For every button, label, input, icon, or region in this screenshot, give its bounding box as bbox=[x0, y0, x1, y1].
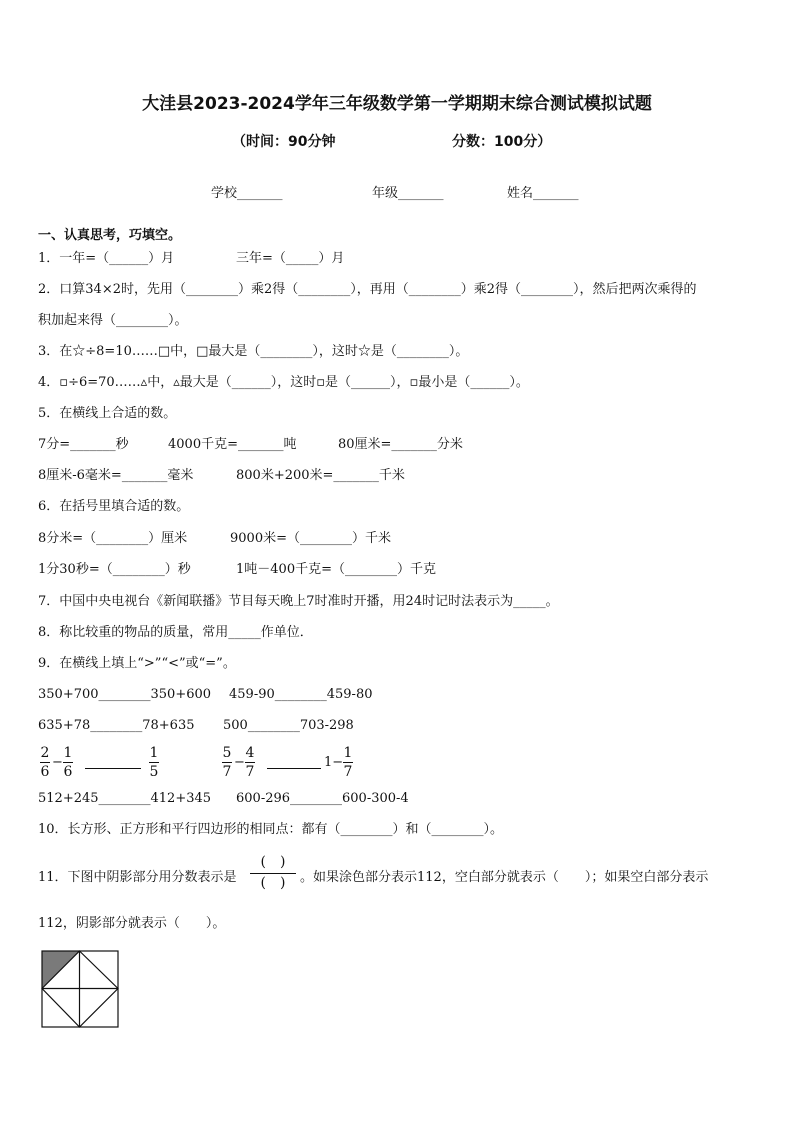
answer-blank[interactable] bbox=[85, 768, 141, 769]
q9-item: 512+245________412+345 bbox=[38, 791, 212, 806]
denominator: 7 bbox=[343, 764, 353, 780]
fraction bbox=[245, 744, 255, 781]
minus-sign: − bbox=[234, 755, 245, 770]
fraction bbox=[63, 744, 73, 781]
denominator-blank: ( ) bbox=[250, 873, 296, 892]
q6-item: 1吨－400千克=（________）千克 bbox=[236, 562, 436, 577]
q10-text: 10．长方形、正方形和平行四边形的相同点：都有（________）和（________）。 bbox=[38, 822, 504, 837]
exam-time: （时间：90分钟 bbox=[232, 134, 336, 150]
exam-score: 分数：100分） bbox=[452, 134, 552, 150]
fraction bbox=[149, 744, 159, 781]
q11-text-pre: 11．下图中阴影部分用分数表示是 bbox=[38, 870, 237, 885]
q5-item: 4000千克=_______吨 bbox=[168, 437, 297, 452]
denominator: 7 bbox=[245, 764, 255, 780]
q9-item: 459-90________459-80 bbox=[229, 687, 373, 702]
q9-item: 500________703-298 bbox=[223, 718, 354, 733]
fraction bbox=[222, 744, 232, 781]
numerator: 1 bbox=[63, 745, 73, 761]
q5-item: 80厘米=_______分米 bbox=[338, 437, 463, 452]
numerator: 2 bbox=[40, 745, 50, 761]
q11-text-post: 。如果涂色部分表示112，空白部分就表示（ ）；如果空白部分表示 bbox=[300, 870, 709, 885]
q8-text: 8．称比较重的物品的质量，常用_____作单位． bbox=[38, 625, 313, 640]
q9-item: 635+78________78+635 bbox=[38, 718, 195, 733]
q9-stem: 9．在横线上填上“>”“<”或“=”。 bbox=[38, 656, 236, 671]
q1-part-b: 三年=（_____）月 bbox=[236, 251, 345, 266]
page-title: 大洼县2023-2024学年三年级数学第一学期期末综合测试模拟试题 bbox=[142, 94, 652, 114]
denominator: 6 bbox=[40, 764, 50, 780]
denominator: 6 bbox=[63, 764, 73, 780]
q1-part-a: 1．一年=（______）月 bbox=[38, 251, 175, 266]
answer-blank[interactable] bbox=[267, 768, 321, 769]
numerator-blank: ( ) bbox=[260, 854, 286, 870]
q3-text: 3．在☆÷8=10……□中，□最大是（________），这时☆是（________）。 bbox=[38, 344, 469, 359]
fraction bbox=[343, 744, 353, 781]
q6-item: 9000米=（________）千米 bbox=[230, 531, 391, 546]
name-field[interactable]: 姓名_______ bbox=[507, 186, 579, 201]
q2-line1: 2．口算34×2时，先用（________）乘2得（________），再用（________）乘2得（________），然后把两次乘得的 bbox=[38, 282, 697, 297]
section-heading: 一、认真思考，巧填空。 bbox=[38, 228, 182, 243]
fraction-answer[interactable] bbox=[250, 853, 296, 892]
numerator: 4 bbox=[245, 745, 255, 761]
q5-item: 800米+200米=_______千米 bbox=[236, 468, 405, 483]
q2-line2: 积加起来得（________）。 bbox=[38, 313, 188, 328]
q6-item: 8分米=（________）厘米 bbox=[38, 531, 188, 546]
q11-line2: 112，阴影部分就表示（ ）。 bbox=[38, 916, 226, 931]
denominator: 5 bbox=[149, 764, 159, 780]
numerator: 1 bbox=[149, 745, 159, 761]
q5-item: 7分=_______秒 bbox=[38, 437, 129, 452]
numerator: 5 bbox=[222, 745, 232, 761]
denominator: 7 bbox=[222, 764, 232, 780]
q4-text: 4．▫÷6=70……▵中，▵最大是（______），这时▫是（______），▫最小是（______）。 bbox=[38, 375, 529, 390]
minus-sign: − bbox=[52, 755, 63, 770]
q6-item: 1分30秒=（________）秒 bbox=[38, 562, 191, 577]
grade-field[interactable]: 年级_______ bbox=[372, 186, 444, 201]
q6-stem: 6．在括号里填合适的数。 bbox=[38, 499, 190, 514]
q9-item: 350+700________350+600 bbox=[38, 687, 212, 702]
fraction bbox=[40, 744, 50, 781]
square-figure bbox=[41, 950, 121, 1030]
q5-stem: 5．在横线上合适的数。 bbox=[38, 406, 177, 421]
q7-text: 7．中国中央电视台《新闻联播》节目每天晚上7时准时开播，用24时记时法表示为_____。 bbox=[38, 594, 559, 609]
q5-item: 8厘米-6毫米=_______毫米 bbox=[38, 468, 194, 483]
q9-item: 600-296________600-300-4 bbox=[236, 791, 409, 806]
whole-minus: 1− bbox=[324, 755, 344, 770]
numerator: 1 bbox=[343, 745, 353, 761]
school-field[interactable]: 学校_______ bbox=[211, 186, 283, 201]
